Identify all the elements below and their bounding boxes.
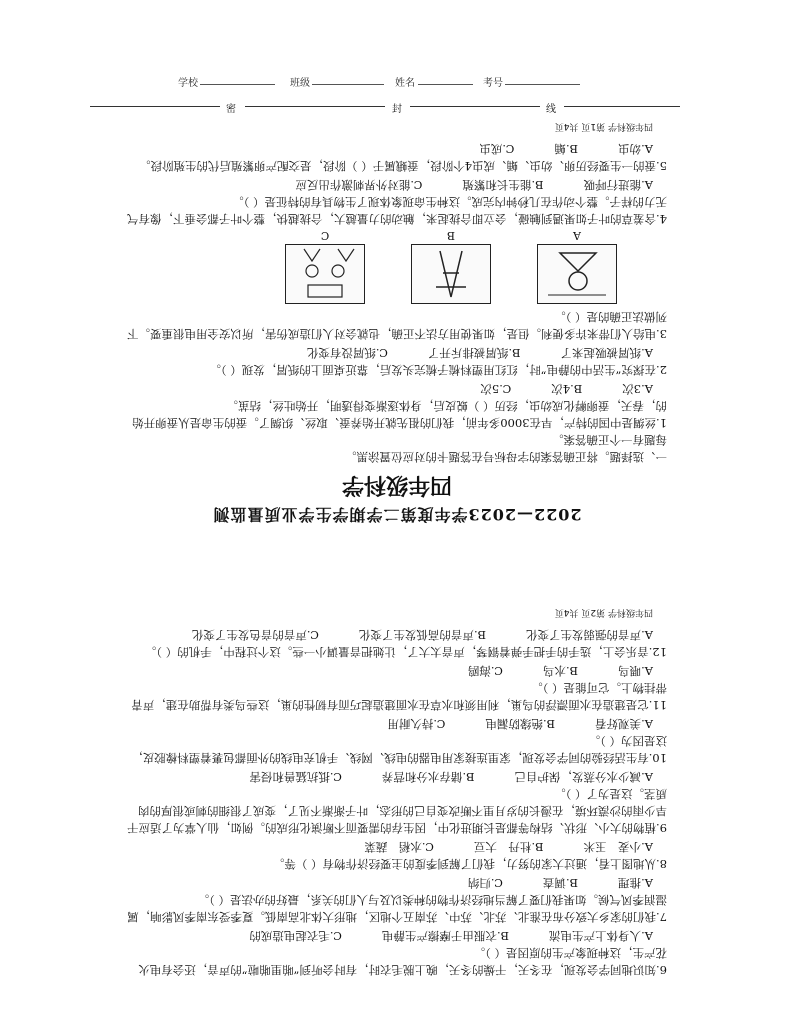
option-a[interactable]: A.推理 — [618, 876, 653, 890]
option-a[interactable]: A.喂鸟 — [618, 664, 653, 678]
question-6: 6.知识地同学会发现，在冬天，干燥的冬天，晚上脱毛衣时，有时会听到“啪里啪啦”的声音，还会有电火花产生，这种现象产生的原因是（ ）。 — [138, 946, 667, 977]
option-b[interactable]: B.杜丹 大豆 — [473, 840, 544, 854]
name-blank[interactable] — [418, 84, 473, 85]
question-11: 11.它是建造在水面漂浮的鸟巢，利用须和水草在水面建造起巧而有韧性的巢，这些鸟类有帮助在建，声青带挂物上。它可能是（ ）。 — [131, 681, 667, 712]
question-12: 12.音乐会上，选手的手把手弹着钢琴，声音太大了，让她把音量调小一些。这个过程中，手机的（ ）。 — [144, 645, 667, 659]
exam-no-blank[interactable] — [505, 84, 580, 85]
exam-page-1 — [127, 113, 667, 533]
class-blank[interactable] — [312, 84, 384, 85]
question-1-options — [127, 380, 653, 397]
option-c[interactable]: C.声音的音色发生了变化 — [191, 628, 319, 642]
question-8: 8.从地图上看，通过大家的努力，我们了解到季度的主要经济作物有（ ）等。 — [272, 857, 667, 871]
question-4-options — [127, 176, 653, 193]
question-7: 7.我们的家乡大致分布在淮北、苏北、苏中、苏南五个地区，地形大体北高南低。夏季受东南季风影响，属湿润季风气候。如果我们要了解当地经济作物的种类以及与人们的关系，最好的办法是（ ）。 — [127, 893, 667, 924]
option-a[interactable]: A.3次 — [622, 382, 653, 396]
option-a[interactable]: A.美观好看 — [595, 717, 653, 731]
question-9-options — [127, 768, 653, 785]
question-11-options — [127, 662, 653, 679]
option-c[interactable]: C.抵抗猛兽和侵害 — [249, 770, 342, 784]
question-2: 2.在探究“生活中的静电”时，红红用塑料梳子梳完头发后，靠近桌面上的纸屑，发现（ ）。 — [209, 363, 667, 377]
seal-xian: 线 — [546, 104, 556, 115]
seal-line — [90, 100, 680, 114]
picture-c-illustration[interactable] — [285, 244, 365, 304]
option-a[interactable]: A.人身体上产生电流 — [549, 929, 653, 943]
seal-feng: 封 — [392, 104, 402, 115]
option-b[interactable]: B.储存水分和营养 — [381, 770, 475, 784]
picture-b-label: B — [446, 229, 456, 242]
section-instruction: 一、选择题。将正确答案的字母标号在答题卡的对应位置涂黑。 — [345, 450, 667, 464]
option-a[interactable]: A.小麦 玉米 — [583, 840, 653, 854]
kite-near-power-line-illustration — [538, 245, 616, 303]
option-c[interactable]: C.归纳 — [467, 876, 503, 890]
option-b[interactable]: B.4次 — [551, 382, 583, 396]
option-a[interactable]: A.声音的强弱发生了变化 — [526, 628, 653, 642]
exam-subject: 四年级科学 — [342, 472, 453, 498]
section-note: 每题有一个正确答案。 — [552, 433, 667, 447]
exam-page-2 — [127, 558, 667, 978]
name-label: 姓名 — [395, 78, 415, 89]
question-12-options — [127, 626, 653, 643]
question-10-options — [127, 715, 653, 732]
option-c[interactable]: C.能对外界刺激作出反应 — [295, 178, 423, 192]
question-6-options — [127, 927, 653, 944]
option-b[interactable]: B.衣服由于摩擦产生静电 — [381, 929, 510, 943]
picture-b-illustration[interactable] — [411, 244, 491, 304]
page-2-footer: 四年级科学 第2页 共4页 — [554, 607, 653, 617]
power-tower-illustration — [412, 245, 490, 303]
question-1: 1.丝绸是中国的特产，早在3000多年前，我们的祖先就开始养蚕、取丝、织绸了。蚕的生命是从蚕卵开始的，春天，蚕卵孵化成幼虫，经历（ ）蜕皮后，身体逐渐变得透明，开始吐丝，结茧。 — [132, 399, 667, 430]
option-b[interactable]: B.调查 — [542, 876, 579, 890]
option-b[interactable]: B.能生长和繁殖 — [462, 178, 544, 192]
question-5-options — [127, 140, 653, 157]
option-b[interactable]: B.绝缘防漏电 — [485, 717, 556, 731]
question-7-options — [127, 874, 653, 891]
exam-title: 2022—2023学年度第二学期学生学业质量监测 — [212, 505, 582, 524]
class-label: 班级 — [290, 78, 310, 89]
option-b[interactable]: B.水鸟 — [542, 664, 579, 678]
school-label: 学校 — [178, 78, 198, 89]
picture-c-label: C — [320, 229, 330, 242]
option-b[interactable]: B.声音的高低发生了变化 — [358, 628, 487, 642]
option-b[interactable]: B.蛹 — [554, 142, 579, 156]
page-1-footer: 四年级科学 第1页 共4页 — [554, 121, 653, 131]
question-5: 5.蚕的一生要经历卵、幼虫、蛹、成虫4个阶段，蚕蛾属于（ ）阶段，是交配产卵繁殖后代的生殖阶段。 — [139, 159, 667, 173]
question-10: 10.有生活经验的同学会发现，家里连接家用电器的电线、网线、手机充电线的外面都包裹着塑料橡胶皮，这是因为（ ）。 — [131, 734, 667, 765]
exam-no-label: 考号 — [483, 78, 503, 89]
school-blank[interactable] — [200, 84, 275, 85]
question-9: 9.植物的大小、形状、结构等都是长期进化中，因生存的需要而不断演化形成的。例如，仙人掌为了适应干旱少雨的沙漠环境，在漫长的岁月里不断改变自己的形态，叶子渐渐不见了，变成了很细的刺或很厚的肉质茎。这是为了（ ）。 — [127, 787, 667, 835]
seal-mi: 密 — [226, 104, 236, 115]
option-a[interactable]: A.能进行呼吸 — [583, 178, 653, 192]
people-with-sign-illustration — [286, 245, 364, 303]
option-c[interactable]: C.5次 — [480, 382, 512, 396]
option-c[interactable]: C.持久耐用 — [387, 717, 446, 731]
question-8-options — [127, 838, 653, 855]
option-b[interactable]: B.纸屑被排斥开了 — [427, 346, 521, 360]
option-c[interactable]: C.成虫 — [479, 142, 515, 156]
option-a[interactable]: A.减少水分蒸发，保护自己 — [514, 770, 653, 784]
option-c[interactable]: C.毛衣起电造成的 — [249, 929, 342, 943]
question-4: 4.含羞草的叶子如果遇到触碰，会立即合拢起来，触动的力量越大，合拢越快，整个叶子都会垂下，像有气无力的样子。整个动作在几秒钟内完成。这种生命现象体现了生物具有的特征是（ ）。 — [127, 195, 667, 226]
option-c[interactable]: C.水稻 蔬菜 — [364, 840, 434, 854]
question-2-options — [127, 344, 653, 361]
question-3-pictures — [127, 229, 617, 304]
option-a[interactable]: A.幼虫 — [618, 142, 653, 156]
picture-a-label: A — [573, 229, 581, 242]
option-c[interactable]: C.海鸥 — [467, 664, 503, 678]
question-3: 3.电给人们带来许多便利。但是，如果使用方法不正确，也就会对人们造成伤害，所以安全用电很重要。下列做法正确的是（ ）。 — [127, 310, 667, 341]
option-a[interactable]: A.纸屑被吸起来了 — [560, 346, 653, 360]
option-c[interactable]: C.纸屑没有变化 — [306, 346, 388, 360]
picture-a-illustration[interactable] — [537, 244, 617, 304]
